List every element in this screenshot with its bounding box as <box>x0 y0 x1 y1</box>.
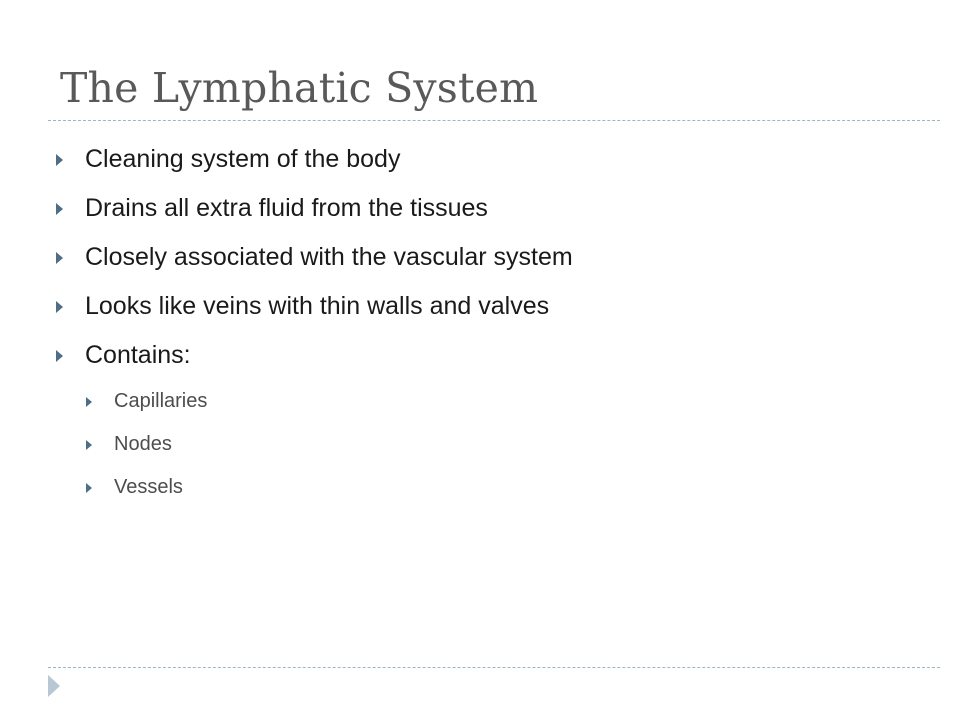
bullet-item <box>56 282 573 331</box>
bullet-triangle-icon <box>56 154 63 166</box>
bullet-triangle-icon <box>56 301 63 313</box>
bullet-item <box>56 331 573 380</box>
sub-bullet-text: Vessels <box>114 476 183 498</box>
sub-bullet-item <box>56 423 573 466</box>
sub-bullet-item <box>56 466 573 509</box>
bullet-text: Closely associated with the vascular system <box>85 243 573 271</box>
bullet-item <box>56 233 573 282</box>
bullet-triangle-icon <box>56 350 63 362</box>
bullet-item <box>56 184 573 233</box>
sub-bullet-text: Capillaries <box>114 390 208 412</box>
bullet-item <box>56 135 573 184</box>
sub-bullet-triangle-icon <box>86 397 92 407</box>
bullet-list <box>56 135 573 509</box>
slide-title: The Lymphatic System <box>60 64 539 112</box>
sub-bullet-triangle-icon <box>86 483 92 493</box>
bullet-triangle-icon <box>56 203 63 215</box>
bullet-text: Cleaning system of the body <box>85 145 401 173</box>
bullet-text: Looks like veins with thin walls and valves <box>85 292 550 320</box>
sub-bullet-item <box>56 380 573 423</box>
footer-triangle-icon <box>48 675 60 697</box>
bullet-triangle-icon <box>56 252 63 264</box>
sub-bullet-triangle-icon <box>86 440 92 450</box>
footer-divider <box>48 667 940 668</box>
bullet-text: Contains: <box>85 341 191 369</box>
bullet-text: Drains all extra fluid from the tissues <box>85 194 488 222</box>
title-divider <box>48 120 940 121</box>
sub-bullet-text: Nodes <box>114 433 172 455</box>
